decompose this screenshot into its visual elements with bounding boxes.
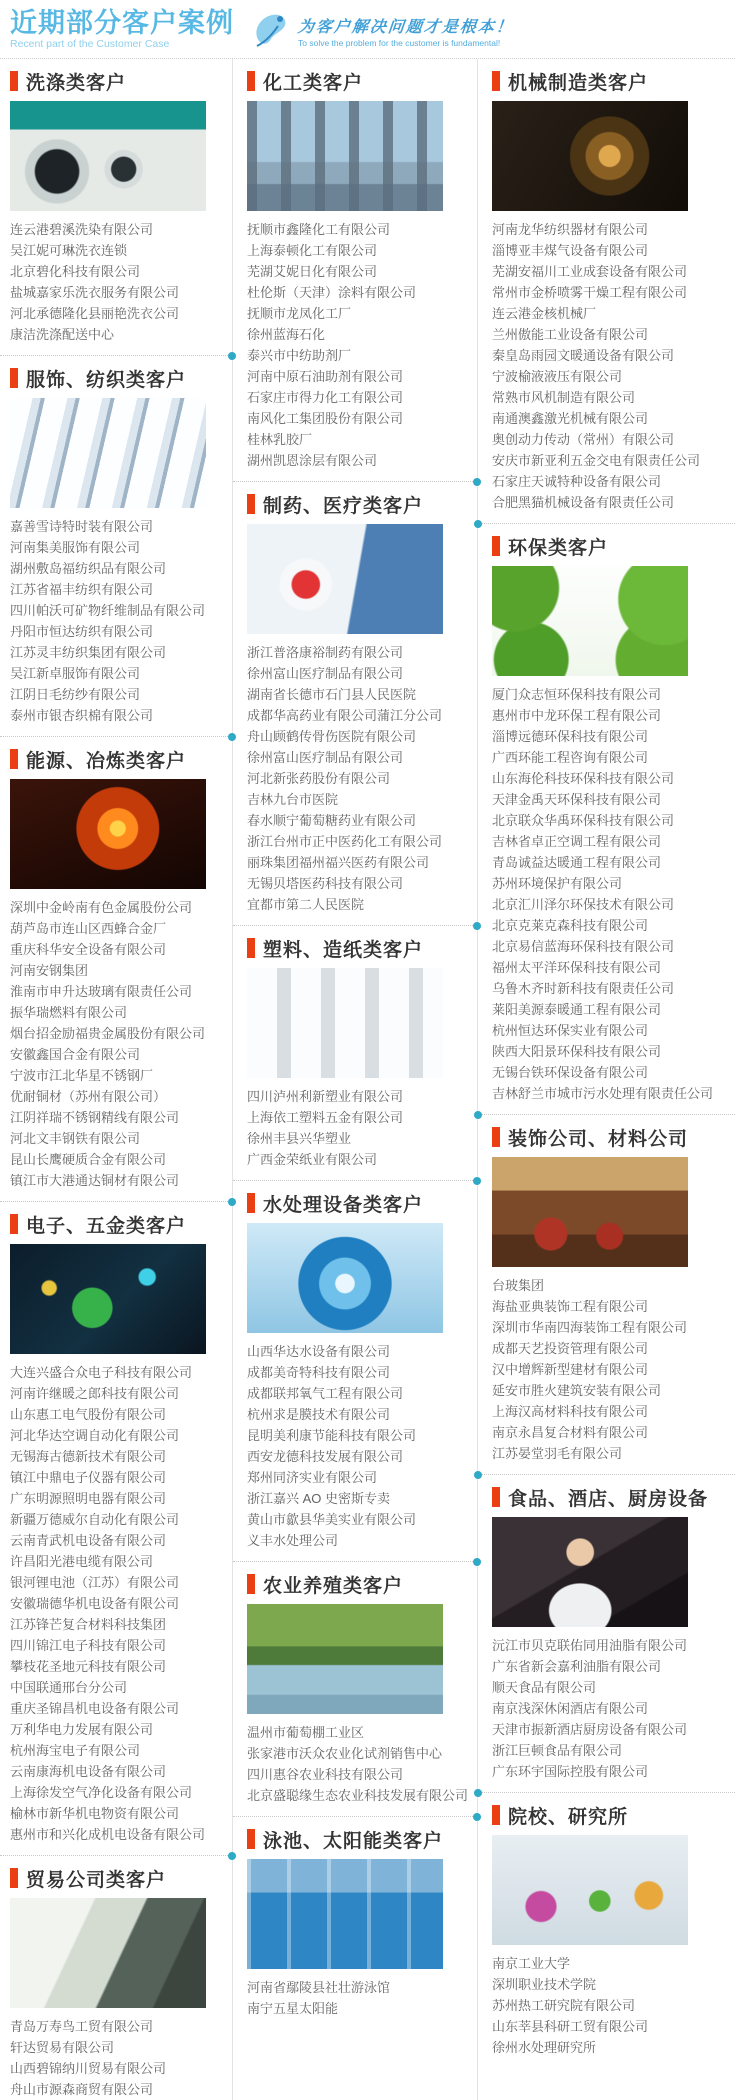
divider-dot-icon: [228, 1198, 236, 1206]
company-item: 宜都市第二人民医院: [247, 897, 365, 912]
company-item: 河北华达空调自动化有限公司: [10, 1428, 180, 1443]
green-leaves-photo: [492, 566, 688, 676]
company-item: 杭州恒达环保实业有限公司: [492, 1023, 649, 1038]
company-item: 北京克莱克森科技有限公司: [492, 918, 649, 933]
divider-dot-icon: [473, 1558, 481, 1566]
divider-dot-icon: [473, 478, 481, 486]
section-title: [247, 936, 471, 960]
section-title-text: 化工类客户: [263, 72, 364, 94]
company-item: 吉林九台市医院: [247, 792, 339, 807]
chemical-plant-photo: [247, 101, 443, 211]
column-2: [233, 59, 478, 2100]
section-title: [10, 1212, 229, 1236]
pills-capsules-photo: [247, 524, 443, 634]
company-item: 江阴日毛纺纱有限公司: [10, 687, 141, 702]
company-list: [247, 1722, 471, 1806]
company-item: 杭州求是膜技术有限公司: [247, 1407, 391, 1422]
company-item: 顺天食品有限公司: [492, 1680, 597, 1695]
company-item: 安徽鑫国合金有限公司: [10, 1047, 141, 1062]
bird-logo-icon: [250, 10, 292, 52]
company-item: 振华瑞燃料有限公司: [10, 1005, 128, 1020]
company-item: 张家港市沃众农业化试剂销售中心: [247, 1746, 443, 1761]
section-title-text: 制药、医疗类客户: [263, 495, 424, 517]
section-title-text: 洗涤类客户: [26, 72, 127, 94]
section-accent-bar: [247, 494, 255, 514]
company-item: 新疆万德威尔自动化有限公司: [10, 1512, 180, 1527]
section-title: [247, 1191, 471, 1215]
column-3: [478, 59, 735, 2100]
company-list: [10, 516, 229, 726]
company-item: 烟台招金励福贵金属股份有限公司: [10, 1026, 206, 1041]
section-title-text: 服饰、纺织类客户: [26, 369, 187, 391]
company-item: 淄博亚丰煤气设备有限公司: [492, 243, 649, 258]
washing-machines-photo: [10, 101, 206, 211]
company-item: 安庆市新亚利五金交电有限责任公司: [492, 453, 701, 468]
company-item: 优耐铜材（苏州有限公司）: [10, 1089, 167, 1104]
section-title-text: 塑料、造纸类客户: [263, 939, 424, 961]
brand-logo: [250, 10, 514, 52]
office-desk-photo: [10, 1898, 206, 2008]
company-item: 桂林乳胶厂: [247, 432, 313, 447]
company-item: 南京工业大学: [492, 1956, 571, 1971]
company-list: [492, 1635, 729, 1782]
section-divider: [478, 1474, 735, 1475]
company-item: 江苏锋芒复合材料科技集团: [10, 1617, 167, 1632]
section-accent-bar: [10, 1214, 18, 1234]
section-title: [492, 1485, 729, 1509]
company-item: 成都华高药业有限公司蒲江分公司: [247, 708, 443, 723]
company-item: 徐州富山医疗制品有限公司: [247, 750, 404, 765]
section-divider: [233, 1180, 477, 1181]
company-item: 成都美奇特科技有限公司: [247, 1365, 391, 1380]
section-school-institute: [492, 1803, 729, 2058]
company-item: 成都联邦氧气工程有限公司: [247, 1386, 404, 1401]
company-item: 许昌阳光港电缆有限公司: [10, 1554, 154, 1569]
company-item: 北京碧化科技有限公司: [10, 264, 141, 279]
company-item: 北京汇川泽尔环保技术有限公司: [492, 897, 675, 912]
company-item: 山西碧锦纳川贸易有限公司: [10, 2061, 167, 2076]
company-item: 连云港金核机械厂: [492, 306, 597, 321]
company-item: 青岛诚益达暖通工程有限公司: [492, 855, 662, 870]
company-item: 福州太平洋环保科技有限公司: [492, 960, 662, 975]
company-item: 义丰水处理公司: [247, 1533, 339, 1548]
company-item: 四川锦江电子科技有限公司: [10, 1638, 167, 1653]
section-pharma-medical: [247, 492, 471, 915]
company-item: 舟山市源森商贸有限公司: [10, 2082, 154, 2097]
section-electronics: [10, 1212, 229, 1845]
farm-pond-photo: [247, 1604, 443, 1714]
molten-metal-photo: [10, 779, 206, 889]
company-item: 山西华达水设备有限公司: [247, 1344, 391, 1359]
company-item: 河南集美服饰有限公司: [10, 540, 141, 555]
section-title: [10, 69, 229, 93]
section-agriculture: [247, 1572, 471, 1806]
section-divider: [0, 1201, 232, 1202]
company-item: 郑州同济实业有限公司: [247, 1470, 378, 1485]
company-item: 徐州蓝海石化: [247, 327, 326, 342]
company-item: 丹阳市恒达纺织有限公司: [10, 624, 154, 639]
page-subtitle: Recent part of the Customer Case: [10, 38, 170, 50]
water-drop-photo: [247, 1223, 443, 1333]
section-title-text: 机械制造类客户: [508, 72, 649, 94]
company-item: 云南康海机电设备有限公司: [10, 1764, 167, 1779]
company-item: 吉林省卓正空调工程有限公司: [492, 834, 662, 849]
company-item: 轩达贸易有限公司: [10, 2040, 115, 2055]
company-list: [492, 1275, 729, 1464]
section-title: [492, 69, 729, 93]
company-item: 吴江妮可琳洗衣连锁: [10, 243, 128, 258]
divider-dot-icon: [473, 1813, 481, 1821]
company-item: 徐州富山医疗制品有限公司: [247, 666, 404, 681]
section-accent-bar: [10, 71, 18, 91]
section-accent-bar: [492, 1127, 500, 1147]
company-item: 广东环宇国际控股有限公司: [492, 1764, 649, 1779]
company-item: 芜湖艾妮日化有限公司: [247, 264, 378, 279]
company-item: 徐州丰县兴华塑业: [247, 1131, 352, 1146]
company-item: 石家庄市得力化工有限公司: [247, 390, 404, 405]
section-divider: [478, 523, 735, 524]
company-item: 厦门众志恒环保科技有限公司: [492, 687, 662, 702]
company-item: 丽珠集团福州福兴医药有限公司: [247, 855, 430, 870]
section-divider: [233, 1561, 477, 1562]
company-item: 延安市胜火建筑安装有限公司: [492, 1383, 662, 1398]
section-accent-bar: [492, 536, 500, 556]
company-item: 泰州市银杏织棉有限公司: [10, 708, 154, 723]
company-item: 重庆科华安全设备有限公司: [10, 942, 167, 957]
company-item: 天津市振新酒店厨房设备有限公司: [492, 1722, 688, 1737]
section-plastic-paper: [247, 936, 471, 1170]
section-divider: [0, 1855, 232, 1856]
section-title-text: 水处理设备类客户: [263, 1194, 424, 1216]
divider-dot-icon: [474, 1111, 482, 1119]
waitress-photo: [492, 1517, 688, 1627]
company-item: 乌鲁木齐时新科技有限责任公司: [492, 981, 675, 996]
company-item: 昆明美利康节能科技有限公司: [247, 1428, 417, 1443]
company-item: 四川惠谷农业科技有限公司: [247, 1767, 404, 1782]
company-item: 万利华电力发展有限公司: [10, 1722, 154, 1737]
customer-columns: [0, 59, 735, 2100]
company-item: 成都天艺投资管理有限公司: [492, 1341, 649, 1356]
section-chemical: [247, 69, 471, 471]
company-item: 中国联通邢台分公司: [10, 1680, 128, 1695]
divider-dot-icon: [473, 1177, 481, 1185]
section-accent-bar: [492, 1805, 500, 1825]
section-title: [247, 1572, 471, 1596]
section-machinery: [492, 69, 729, 513]
company-item: 河北新张药股份有限公司: [247, 771, 391, 786]
company-list: [10, 219, 229, 345]
company-item: 银河锂电池（江苏）有限公司: [10, 1575, 180, 1590]
company-item: 宁波榆液液压有限公司: [492, 369, 623, 384]
section-title: [492, 1803, 729, 1827]
company-item: 湖州敷岛福纺织品有限公司: [10, 561, 167, 576]
company-item: 奥创动力传动（常州）有限公司: [492, 432, 675, 447]
company-list: [247, 1086, 471, 1170]
company-item: 南风化工集团股份有限公司: [247, 411, 404, 426]
company-item: 江阴祥瑞不锈钢精线有限公司: [10, 1110, 180, 1125]
turbine-machinery-photo: [492, 101, 688, 211]
divider-dot-icon: [474, 520, 482, 528]
company-item: 镇江中鼎电子仪器有限公司: [10, 1470, 167, 1485]
company-item: 上海徐发空气净化设备有限公司: [10, 1785, 193, 1800]
company-list: [247, 1977, 471, 2019]
company-item: 合肥黑猫机械设备有限责任公司: [492, 495, 675, 510]
company-item: 苏州热工研究院有限公司: [492, 1998, 636, 2013]
section-accent-bar: [247, 1829, 255, 1849]
company-item: 陕西大阳景环保科技有限公司: [492, 1044, 662, 1059]
company-item: 淄博远德环保科技有限公司: [492, 729, 649, 744]
section-title-text: 院校、研究所: [508, 1806, 629, 1828]
section-title-text: 农业养殖类客户: [263, 1575, 404, 1597]
brand-slogan-en: To solve the problem for the customer is fundamental!: [298, 38, 501, 48]
company-item: 广西金荣纸业有限公司: [247, 1152, 378, 1167]
section-accent-bar: [247, 1193, 255, 1213]
company-item: 江苏省福丰纺织有限公司: [10, 582, 154, 597]
company-item: 常州市金桥喷雾干燥工程有限公司: [492, 285, 688, 300]
company-item: 浙江普洛康裕制药有限公司: [247, 645, 404, 660]
company-item: 昆山长鹰硬质合金有限公司: [10, 1152, 167, 1167]
section-trade: [10, 1866, 229, 2100]
lab-flasks-photo: [492, 1835, 688, 1945]
section-title-text: 装饰公司、材料公司: [508, 1128, 689, 1150]
section-accent-bar: [492, 1487, 500, 1507]
company-item: 芜湖安福川工业成套设备有限公司: [492, 264, 688, 279]
company-item: 杜伦斯（天津）涂料有限公司: [247, 285, 417, 300]
company-item: 汉中增辉新型建材有限公司: [492, 1362, 649, 1377]
company-item: 榆林市新华机电物资有限公司: [10, 1806, 180, 1821]
company-item: 河南龙华纺织器材有限公司: [492, 222, 649, 237]
company-item: 抚顺市龙凤化工厂: [247, 306, 352, 321]
section-environment: [492, 534, 729, 1104]
restaurant-interior-photo: [492, 1157, 688, 1267]
paper-rolls-photo: [247, 968, 443, 1078]
company-item: 秦皇岛雨园文暖通设备有限公司: [492, 348, 675, 363]
company-item: 徐州水处理研究所: [492, 2040, 597, 2055]
section-accent-bar: [247, 71, 255, 91]
company-item: 泰兴市中纺助剂厂: [247, 348, 352, 363]
divider-dot-icon: [228, 1852, 236, 1860]
company-item: 惠州市中龙环保工程有限公司: [492, 708, 662, 723]
section-divider: [478, 1792, 735, 1793]
company-item: 海盐亚典装饰工程有限公司: [492, 1299, 649, 1314]
company-item: 深圳职业技术学院: [492, 1977, 597, 1992]
company-item: 温州市葡萄棚工业区: [247, 1725, 365, 1740]
company-item: 浙江嘉兴 AO 史密斯专卖: [247, 1491, 391, 1506]
company-item: 广东省新会嘉利油脂有限公司: [492, 1659, 662, 1674]
company-item: 湖南省长德市石门县人民医院: [247, 687, 417, 702]
company-item: 云南青武机电设备有限公司: [10, 1533, 167, 1548]
divider-dot-icon: [473, 922, 481, 930]
company-item: 镇江市大港通达铜材有限公司: [10, 1173, 180, 1188]
company-item: 攀枝花圣地元科技有限公司: [10, 1659, 167, 1674]
company-item: 广东明源照明电器有限公司: [10, 1491, 167, 1506]
company-item: 湖州凯恩涂层有限公司: [247, 453, 378, 468]
section-divider: [0, 355, 232, 356]
company-item: 南京永昌复合材料有限公司: [492, 1425, 649, 1440]
section-accent-bar: [10, 1868, 18, 1888]
divider-dot-icon: [474, 1789, 482, 1797]
section-energy: [10, 747, 229, 1191]
section-accent-bar: [10, 749, 18, 769]
company-item: 沅江市贝克联佑同用油脂有限公司: [492, 1638, 688, 1653]
section-divider: [233, 1816, 477, 1817]
company-item: 广西环能工程咨询有限公司: [492, 750, 649, 765]
company-item: 北京易信蓝海环保科技有限公司: [492, 939, 675, 954]
company-list: [247, 1341, 471, 1551]
section-divider: [233, 925, 477, 926]
section-title-text: 贸易公司类客户: [26, 1869, 167, 1891]
yarn-spools-photo: [10, 398, 206, 508]
section-accent-bar: [492, 71, 500, 91]
company-item: 抚顺市鑫隆化工有限公司: [247, 222, 391, 237]
divider-dot-icon: [474, 1471, 482, 1479]
company-list: [10, 2016, 229, 2100]
section-accent-bar: [247, 1574, 255, 1594]
company-item: 台玻集团: [492, 1278, 545, 1293]
company-item: 嘉善雪诗特时装有限公司: [10, 519, 154, 534]
company-item: 江苏灵丰纺织集团有限公司: [10, 645, 167, 660]
company-item: 安徽瑞德华机电设备有限公司: [10, 1596, 180, 1611]
company-item: 四川泸州利新塑业有限公司: [247, 1089, 404, 1104]
company-item: 南京浅深休闲酒店有限公司: [492, 1701, 649, 1716]
section-divider: [478, 1114, 735, 1115]
company-item: 深圳中金岭南有色金属股份公司: [10, 900, 193, 915]
company-item: 天津金禹天环保科技有限公司: [492, 792, 662, 807]
company-item: 河南中原石油助剂有限公司: [247, 369, 404, 384]
company-item: 四川帕沃可矿物纤维制品有限公司: [10, 603, 206, 618]
section-divider: [0, 736, 232, 737]
company-list: [492, 1953, 729, 2058]
divider-dot-icon: [228, 352, 236, 360]
section-title: [492, 1125, 729, 1149]
company-item: 黄山市歙县华美实业有限公司: [247, 1512, 417, 1527]
company-item: 山东海伦科技环保科技有限公司: [492, 771, 675, 786]
company-item: 吉林舒兰市城市污水处理有限责任公司: [492, 1086, 714, 1101]
company-item: 莱阳美源泰暖通工程有限公司: [492, 1002, 662, 1017]
section-water-treatment: [247, 1191, 471, 1551]
company-item: 吴江新卓服饰有限公司: [10, 666, 141, 681]
company-item: 无锡贝塔医药科技有限公司: [247, 876, 404, 891]
section-divider: [233, 481, 477, 482]
section-title-text: 环保类客户: [508, 537, 609, 559]
company-item: 浙江巨顿食品有限公司: [492, 1743, 623, 1758]
company-list: [492, 219, 729, 513]
divider-dot-icon: [228, 733, 236, 741]
company-item: 西安龙德科技发展有限公司: [247, 1449, 404, 1464]
company-item: 青岛万寿鸟工贸有限公司: [10, 2019, 154, 2034]
company-item: 大连兴盛合众电子科技有限公司: [10, 1365, 193, 1380]
company-item: 石家庄天诚特种设备有限公司: [492, 474, 662, 489]
company-item: 山东莘县科研工贸有限公司: [492, 2019, 649, 2034]
company-list: [247, 642, 471, 915]
section-food-hotel-kitchen: [492, 1485, 729, 1782]
section-title-text: 食品、酒店、厨房设备: [508, 1488, 709, 1510]
company-item: 河南许继暖之郎科技有限公司: [10, 1386, 180, 1401]
company-item: 杭州海宝电子有限公司: [10, 1743, 141, 1758]
company-item: 春水顺宁葡萄糖药业有限公司: [247, 813, 417, 828]
column-1: [0, 59, 233, 2100]
section-textile: [10, 366, 229, 726]
section-title-text: 泳池、太阳能类客户: [263, 1830, 444, 1852]
brand-slogan-cn: 为客户解决问题才是根本！: [296, 17, 515, 36]
section-pool-solar: [247, 1827, 471, 2019]
company-item: 河南省鄢陵县社壮游泳馆: [247, 1980, 391, 1995]
company-item: 北京盛聪缘生态农业科技发展有限公司: [247, 1788, 469, 1803]
company-list: [492, 684, 729, 1104]
company-item: 惠州市和兴化成机电设备有限公司: [10, 1827, 206, 1842]
company-item: 上海汉高材料科技有限公司: [492, 1404, 649, 1419]
company-item: 葫芦岛市连山区西蜂合金厂: [10, 921, 167, 936]
section-accent-bar: [10, 368, 18, 388]
company-item: 苏州环境保护有限公司: [492, 876, 623, 891]
company-item: 兰州傲能工业设备有限公司: [492, 327, 649, 342]
brand-slogans: [298, 14, 514, 48]
page-header: [0, 0, 735, 59]
section-title: [10, 366, 229, 390]
swimming-pool-photo: [247, 1859, 443, 1969]
company-item: 河南安钢集团: [10, 963, 89, 978]
company-item: 江苏晏堂羽毛有限公司: [492, 1446, 623, 1461]
section-title-text: 电子、五金类客户: [26, 1215, 187, 1237]
company-item: 连云港碧溪洗染有限公司: [10, 222, 154, 237]
section-title: [247, 492, 471, 516]
company-item: 河北文丰钢铁有限公司: [10, 1131, 141, 1146]
section-title: [247, 69, 471, 93]
company-item: 盐城嘉家乐洗衣服务有限公司: [10, 285, 180, 300]
company-item: 深圳市华南四海装饰工程有限公司: [492, 1320, 688, 1335]
circuit-board-photo: [10, 1244, 206, 1354]
section-title: [10, 1866, 229, 1890]
company-item: 常熟市风机制造有限公司: [492, 390, 636, 405]
company-item: 南通澳鑫激光机械有限公司: [492, 411, 649, 426]
company-item: 上海泰顿化工有限公司: [247, 243, 378, 258]
company-item: 淮南市申升达玻璃有限责任公司: [10, 984, 193, 999]
company-list: [10, 897, 229, 1191]
company-item: 宁波市江北华星不锈钢厂: [10, 1068, 154, 1083]
company-item: 舟山顾鹤传骨伤医院有限公司: [247, 729, 417, 744]
section-decoration-material: [492, 1125, 729, 1464]
section-title-text: 能源、冶炼类客户: [26, 750, 187, 772]
company-list: [10, 1362, 229, 1845]
company-item: 重庆圣锦昌机电设备有限公司: [10, 1701, 180, 1716]
page-title: 近期部分客户案例: [10, 8, 234, 38]
company-item: 康洁洗涤配送中心: [10, 327, 115, 342]
section-title: [10, 747, 229, 771]
company-item: 北京联众华禹环保科技有限公司: [492, 813, 675, 828]
section-title: [492, 534, 729, 558]
section-accent-bar: [247, 938, 255, 958]
company-item: 无锡海古德新技术有限公司: [10, 1449, 167, 1464]
page-title-block: [10, 8, 234, 50]
company-item: 上海依工塑料五金有限公司: [247, 1110, 404, 1125]
company-item: 山东惠工电气股份有限公司: [10, 1407, 167, 1422]
company-item: 无锡台铁环保设备有限公司: [492, 1065, 649, 1080]
company-list: [247, 219, 471, 471]
section-title: [247, 1827, 471, 1851]
company-item: 浙江台州市正中医药化工有限公司: [247, 834, 443, 849]
company-item: 南宁五星太阳能: [247, 2001, 339, 2016]
section-washing: [10, 69, 229, 345]
company-item: 河北承德隆化县丽艳洗衣公司: [10, 306, 180, 321]
